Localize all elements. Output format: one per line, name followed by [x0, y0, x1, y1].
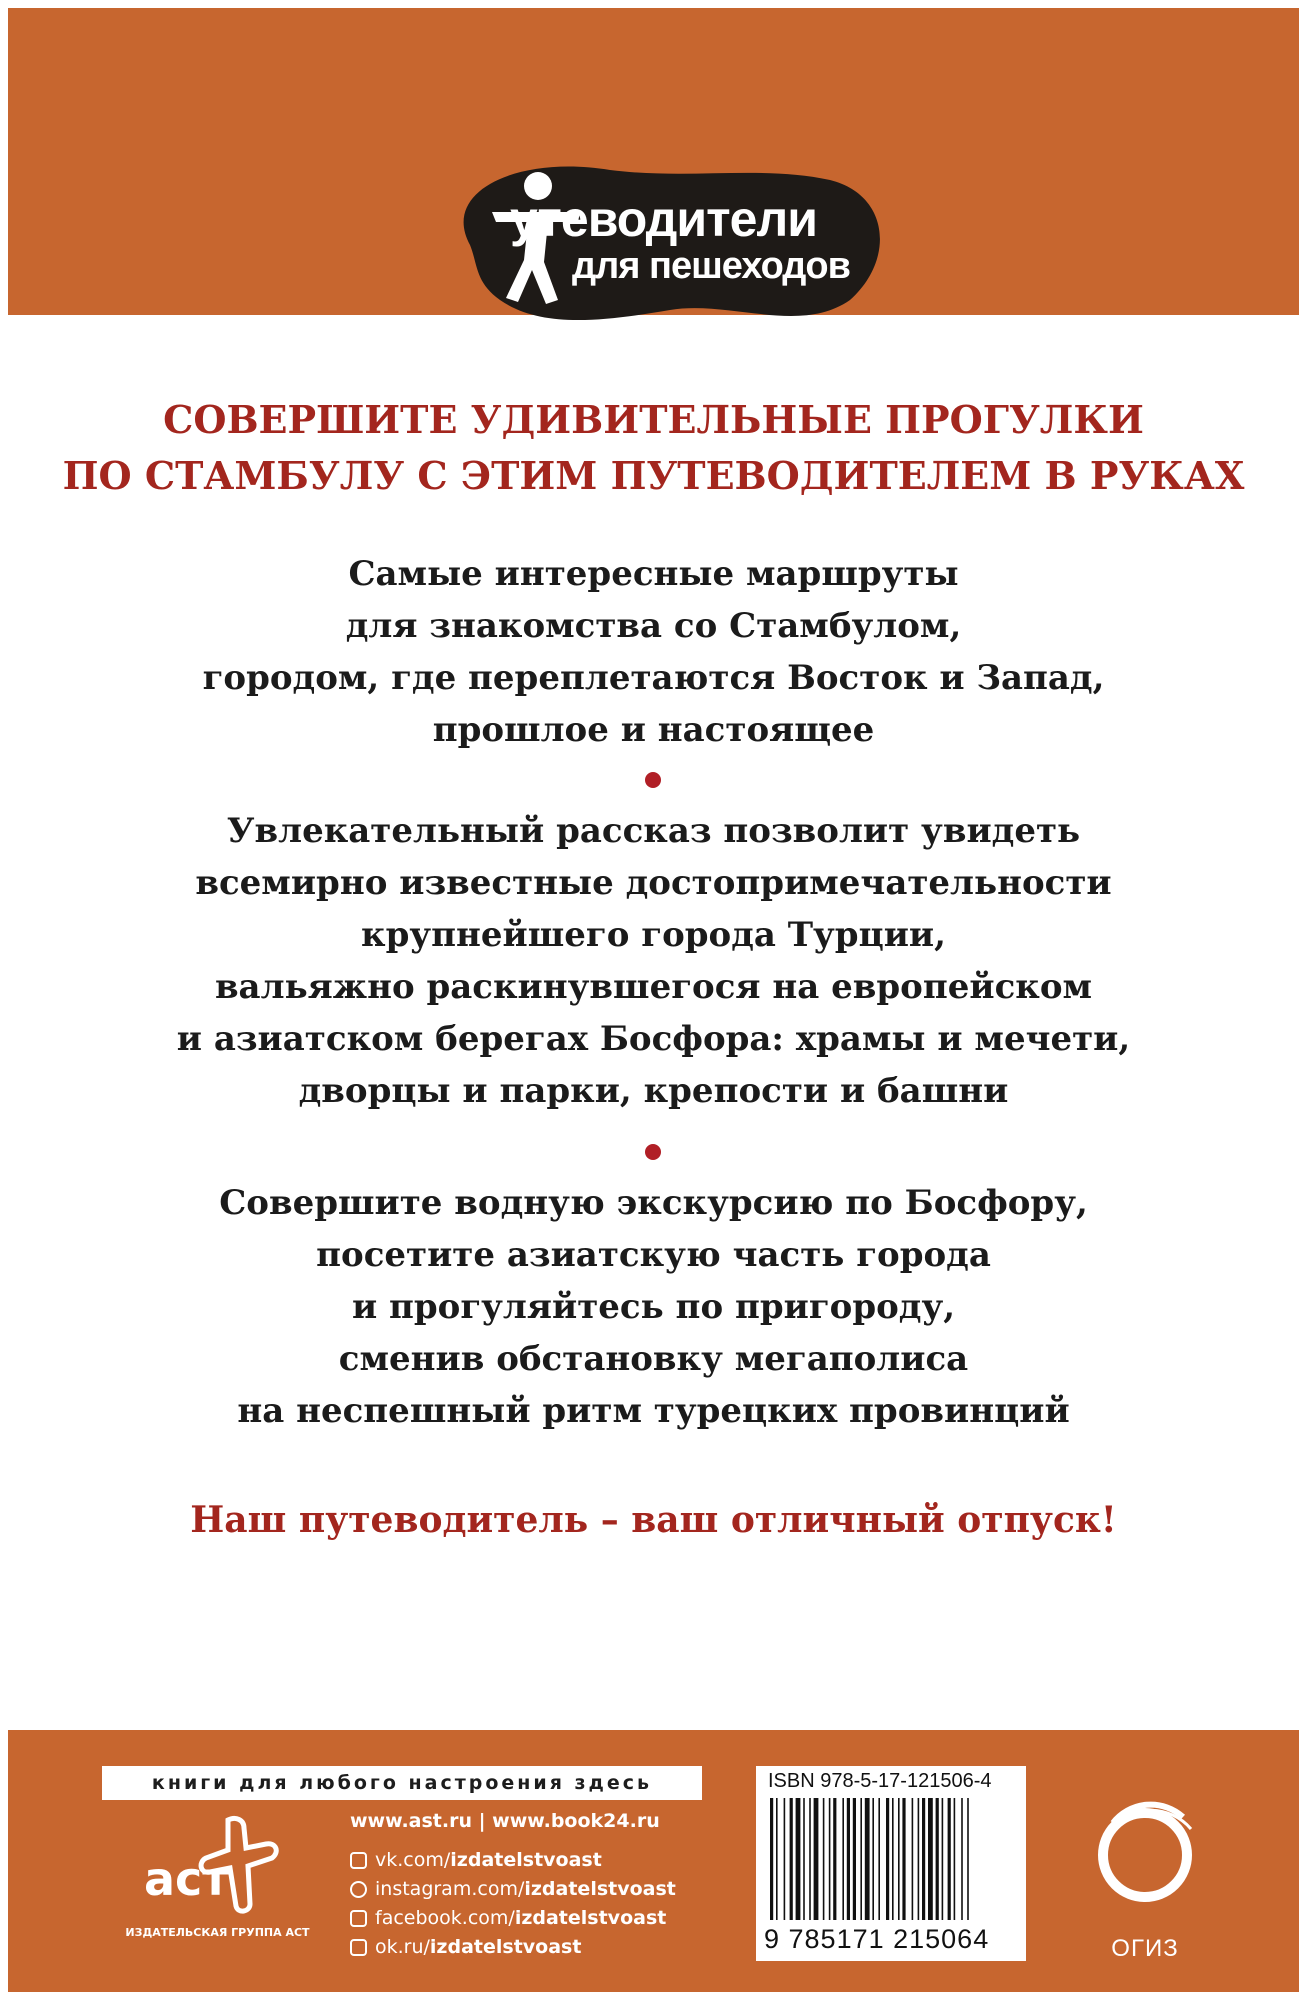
barcode-bar: [954, 1798, 956, 1920]
social-links: [350, 1846, 676, 1962]
social-link-instagram[interactable]: [350, 1875, 676, 1904]
barcode-bar: [784, 1798, 786, 1920]
headline-line1: СОВЕРШИТЕ УДИВИТЕЛЬНЫЕ ПРОГУЛКИ: [163, 397, 1144, 442]
barcode-bar: [922, 1798, 925, 1920]
barcode-bar: [928, 1798, 933, 1920]
barcode-bar: [872, 1798, 874, 1920]
text-line: на неспешный ритм турецких провинций: [237, 1391, 1070, 1431]
barcode-bar: [898, 1798, 900, 1920]
barcode-bar: [829, 1798, 831, 1920]
barcode-bar: [790, 1798, 793, 1920]
social-prefix: ok.ru/: [375, 1936, 430, 1958]
headline-line2: ПО СТАМБУЛУ С ЭТИМ ПУТЕВОДИТЕЛЕМ В РУКАХ: [62, 453, 1245, 498]
website-links[interactable]: www.ast.ru | www.book24.ru: [350, 1810, 660, 1832]
barcode-bar: [803, 1798, 805, 1920]
social-handle: izdatelstvoast: [514, 1907, 667, 1929]
barcode-bar: [842, 1798, 844, 1920]
imprint-name: ОГИЗ: [1111, 1935, 1179, 1962]
social-handle: izdatelstvoast: [524, 1878, 676, 1900]
social-link-facebook[interactable]: [350, 1904, 676, 1933]
paragraph-1: [0, 548, 1307, 756]
barcode-bar: [823, 1798, 825, 1920]
ast-logo-text: аст: [144, 1852, 229, 1906]
paragraph-3: [0, 1177, 1307, 1437]
barcode-bar: [776, 1798, 778, 1920]
text-line: всемирно известные достопримечательности: [195, 863, 1112, 903]
publisher-caption: ИЗДАТЕЛЬСКАЯ ГРУППА АСТ: [125, 1926, 310, 1939]
text-line: Самые интересные маршруты: [348, 554, 959, 594]
text-line: сменив обстановку мегаполиса: [338, 1339, 969, 1379]
text-line: посетите азиатскую часть города: [316, 1235, 991, 1275]
barcode-bar: [961, 1798, 963, 1920]
series-logo: [430, 150, 900, 330]
text-line: вальяжно раскинувшегося на европейском: [214, 967, 1093, 1007]
barcode-bar: [902, 1798, 905, 1920]
barcode-bar: [809, 1798, 811, 1920]
isbn-text: ISBN 978-5-17-121506-4: [768, 1770, 992, 1792]
ast-logo: [110, 1812, 325, 1922]
text-line: и прогуляйтесь по пригороду,: [351, 1287, 956, 1327]
social-link-ok[interactable]: [350, 1933, 676, 1962]
barcode-bar: [967, 1798, 969, 1920]
text-line: прошлое и настоящее: [432, 710, 875, 750]
text-line: городом, где переплетаются Восток и Запад,: [202, 658, 1105, 698]
text-line: для знакомства со Стамбулом,: [345, 606, 962, 646]
barcode-bar: [918, 1798, 920, 1920]
barcode-bar: [865, 1798, 870, 1920]
tagline-bar: книги для любого настроения здесь: [102, 1766, 702, 1800]
text-line: крупнейшего города Турции,: [361, 915, 946, 955]
social-link-vk[interactable]: [350, 1846, 676, 1875]
barcode-bar: [770, 1798, 773, 1920]
barcode-bar: [878, 1798, 880, 1920]
logo-line1: утеводители: [510, 191, 817, 247]
barcode-panel: [756, 1766, 1026, 1961]
barcode-bar: [912, 1798, 914, 1920]
barcode-bar: [833, 1798, 836, 1920]
text-line: дворцы и парки, крепости и башни: [298, 1071, 1009, 1111]
bullet-dot-icon: [645, 772, 661, 788]
barcode-icon: [766, 1798, 1016, 1923]
facebook-icon: [350, 1910, 367, 1927]
paragraph-2: [0, 805, 1307, 1117]
social-handle: izdatelstvoast: [450, 1849, 602, 1871]
barcode-bar: [948, 1798, 951, 1920]
social-prefix: facebook.com/: [375, 1907, 515, 1929]
barcode-bar: [796, 1798, 801, 1920]
logo-line2: для пешеходов: [572, 245, 850, 287]
social-handle: izdatelstvoast: [429, 1936, 582, 1958]
social-prefix: vk.com/: [375, 1849, 451, 1871]
barcode-number: 9 785171 215064: [764, 1924, 990, 1954]
closing-slogan: Наш путеводитель – ваш отличный отпуск!: [190, 1499, 1117, 1541]
ok-icon: [350, 1939, 367, 1956]
text-line: Увлекательный рассказ позволит увидеть: [226, 811, 1081, 851]
barcode-bar: [847, 1798, 850, 1920]
barcode-bar: [853, 1798, 856, 1920]
barcode-bar: [936, 1798, 939, 1920]
vk-icon: [350, 1852, 367, 1869]
text-line: и азиатском берегах Босфора: храмы и мечети,: [176, 1019, 1131, 1059]
barcode-bar: [814, 1798, 819, 1920]
barcode-bar: [892, 1798, 894, 1920]
barcode-bar: [860, 1798, 862, 1920]
ogiz-ring-icon: [1085, 1765, 1205, 1935]
text-line: Совершите водную экскурсию по Босфору,: [219, 1183, 1088, 1223]
bullet-dot-icon: [645, 1144, 661, 1160]
social-prefix: instagram.com/: [375, 1878, 525, 1900]
barcode-bar: [942, 1798, 944, 1920]
instagram-icon: [350, 1881, 367, 1898]
barcode-bar: [886, 1798, 889, 1920]
